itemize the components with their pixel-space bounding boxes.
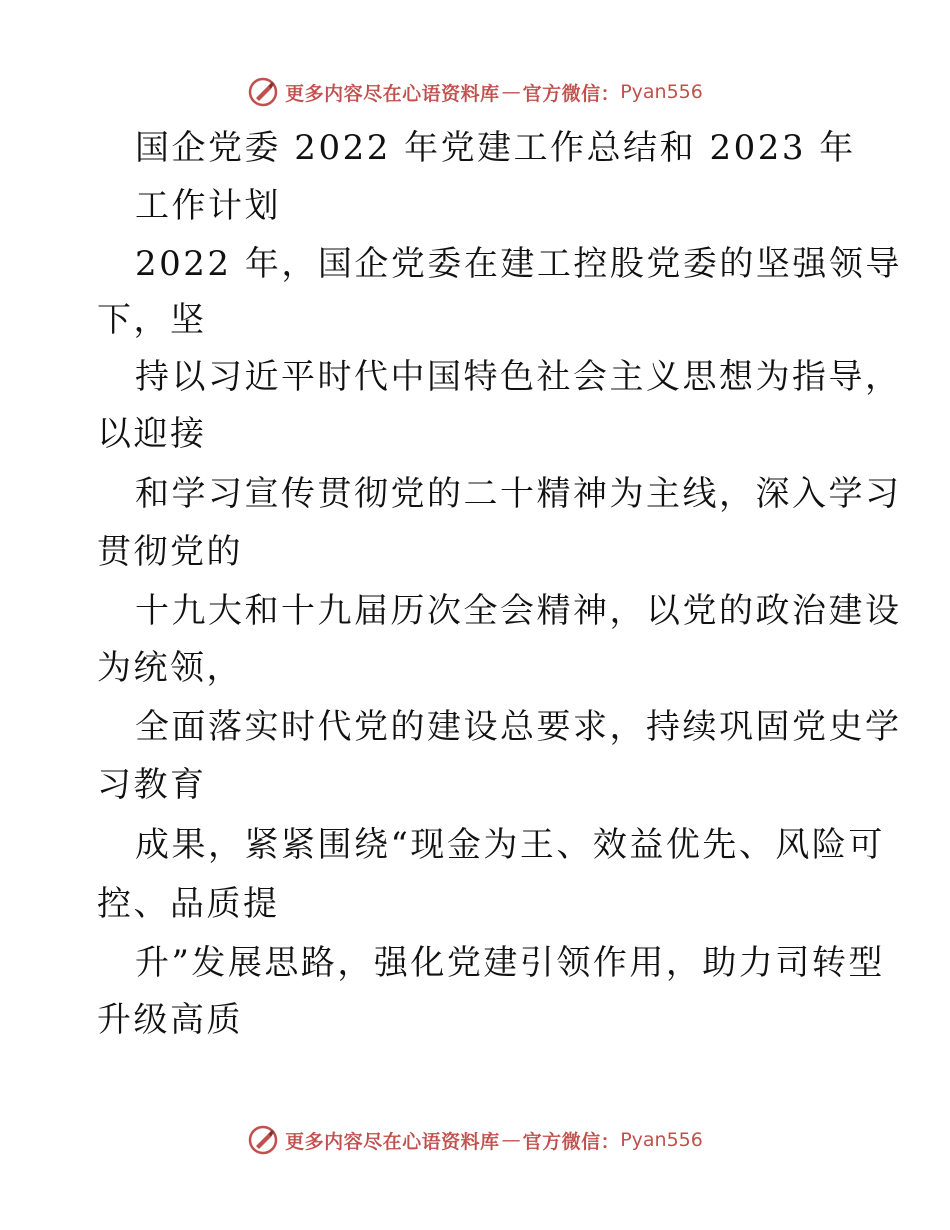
paragraph-line: 下，坚	[97, 300, 207, 340]
pen-logo-icon	[247, 1124, 279, 1156]
footer-watermark	[0, 1120, 950, 1160]
paragraph-line: 升”发展思路，强化党建引领作用，助力司转型	[135, 943, 885, 983]
header-watermark	[0, 72, 950, 112]
paragraph-line: 和学习宣传贯彻党的二十精神为主线，深入学习	[135, 474, 902, 514]
watermark-wechat-label: 官方微信：	[522, 82, 621, 105]
watermark-separator: —	[501, 1129, 521, 1151]
paragraph-line: 控、品质提	[97, 884, 280, 924]
watermark-wechat-id: Pyan556	[620, 81, 703, 103]
paragraph-line: 十九大和十九届历次全会精神，以党的政治建设	[135, 591, 902, 631]
watermark-wechat-label: 官方微信：	[522, 1130, 621, 1153]
watermark-separator: —	[501, 81, 521, 103]
watermark-site-text: 更多内容尽在心语资料库	[285, 82, 500, 105]
watermark-wechat-id: Pyan556	[620, 1129, 703, 1151]
paragraph-line: 成果，紧紧围绕“现金为王、效益优先、风险可	[135, 825, 885, 865]
document-title-line-1: 国企党委 2022 年党建工作总结和 2023 年	[135, 128, 856, 168]
paragraph-line: 为统领，	[97, 648, 243, 688]
paragraph-line: 2022 年，国企党委在建工控股党委的坚强领导	[135, 244, 902, 284]
paragraph-line: 习教育	[97, 765, 207, 805]
paragraph-line: 持以习近平时代中国特色社会主义思想为指导，	[135, 357, 902, 397]
pen-logo-icon	[247, 76, 279, 108]
document-title-line-2: 工作计划	[135, 186, 281, 226]
paragraph-line: 贯彻党的	[97, 532, 243, 572]
paragraph-line: 全面落实时代党的建设总要求，持续巩固党史学	[135, 707, 902, 747]
paragraph-line: 以迎接	[97, 414, 207, 454]
paragraph-line: 升级高质	[97, 1000, 243, 1040]
watermark-site-text: 更多内容尽在心语资料库	[285, 1130, 500, 1153]
